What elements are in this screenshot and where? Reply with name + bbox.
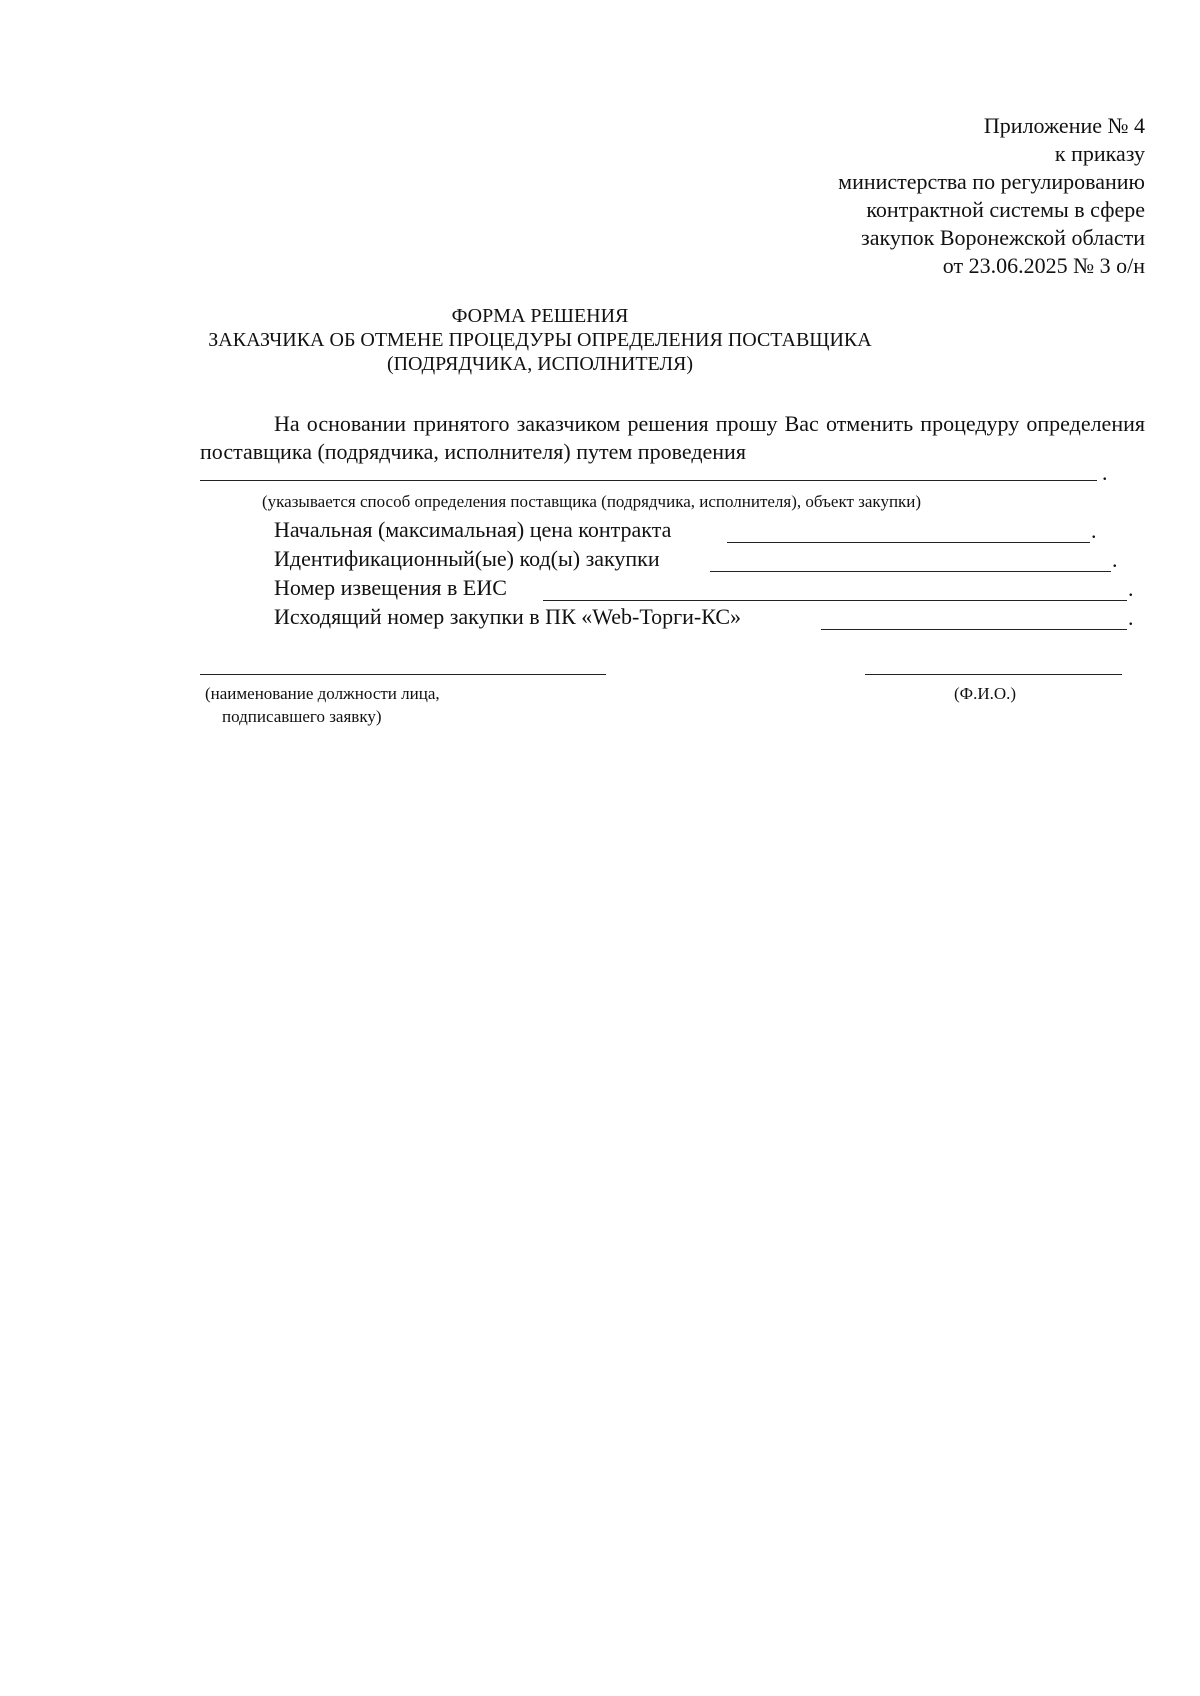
form-title-line-3: (ПОДРЯДЧИКА, ИСПОЛНИТЕЛЯ)	[386, 353, 694, 375]
method-hint: (указывается способ определения поставщика (подрядчика, исполнителя), объект закупки)	[262, 492, 922, 511]
field-initial-price-period: .	[1091, 518, 1097, 543]
form-title-line-1: ФОРМА РЕШЕНИЯ	[451, 305, 629, 327]
field-eis-notice-label: Номер извещения в ЕИС	[274, 575, 507, 600]
field-initial-price-label: Начальная (максимальная) цена контракта	[274, 517, 672, 542]
signature-position-hint-2: подписавшего заявку)	[222, 707, 382, 726]
field-outgoing-number-line[interactable]	[821, 629, 1127, 630]
appendix-header	[585, 112, 1145, 280]
appendix-ministry: министерства по регулированию	[838, 169, 1145, 194]
field-eis-notice-period: .	[1128, 576, 1134, 601]
field-procurement-id-line[interactable]	[710, 571, 1111, 572]
field-initial-price-line[interactable]	[727, 542, 1090, 543]
signature-position-hint-1: (наименование должности лица,	[205, 684, 440, 703]
signature-name-line[interactable]	[865, 674, 1122, 675]
signature-name-hint: (Ф.И.О.)	[954, 684, 1017, 703]
field-initial-price	[274, 517, 671, 543]
field-procurement-id-period: .	[1112, 547, 1118, 572]
signature-position-line[interactable]	[200, 674, 606, 675]
appendix-number: Приложение № 4	[983, 113, 1145, 138]
form-title-line-2: ЗАКАЗЧИКА ОБ ОТМЕНЕ ПРОЦЕДУРЫ ОПРЕДЕЛЕНИЯ ПОСТАВЩИКА	[208, 329, 872, 351]
field-eis-notice-line[interactable]	[543, 600, 1127, 601]
form-title	[0, 304, 1200, 376]
method-period: .	[1102, 460, 1108, 485]
field-outgoing-number	[274, 604, 741, 630]
field-procurement-id	[274, 546, 660, 572]
appendix-system: контрактной системы в сфере	[866, 197, 1145, 222]
appendix-order-ref: к приказу	[1054, 141, 1145, 166]
field-outgoing-number-period: .	[1128, 605, 1134, 630]
field-eis-notice	[274, 575, 507, 601]
request-paragraph: На основании принятого заказчиком решения прошу Вас отменить процедуру определения поставщика (подрядчика, исполнителя) путем проведения	[200, 411, 1145, 464]
field-outgoing-number-label: Исходящий номер закупки в ПК «Web-Торги-КС»	[274, 604, 742, 629]
appendix-date: от 23.06.2025 № 3 о/н	[942, 253, 1145, 278]
method-blank-line[interactable]	[200, 480, 1097, 481]
appendix-region: закупок Воронежской области	[861, 225, 1145, 250]
field-procurement-id-label: Идентификационный(ые) код(ы) закупки	[274, 546, 660, 571]
